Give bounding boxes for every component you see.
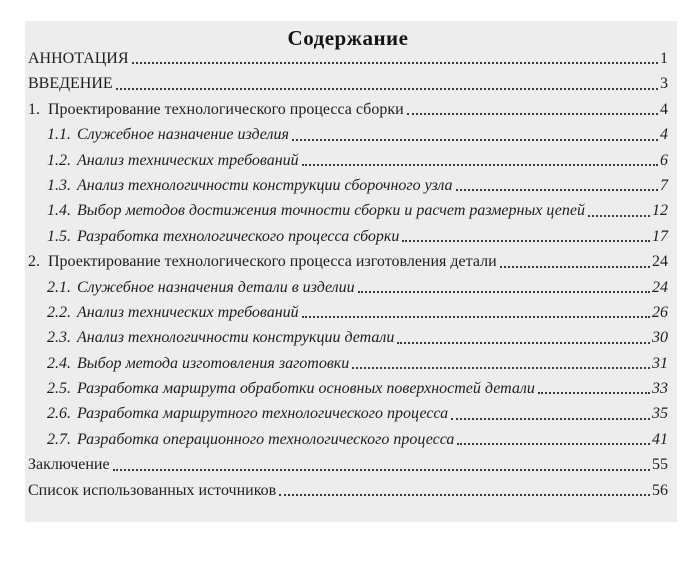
- dot-leader: [456, 189, 658, 191]
- toc-entry-page: 33: [652, 380, 668, 398]
- toc-entry-label: Анализ технических требований: [77, 151, 299, 169]
- toc-list: [28, 46, 668, 503]
- dot-leader: [302, 316, 650, 318]
- toc-entry[interactable]: [28, 97, 668, 122]
- toc-entry-label: Анализ технологичности конструкции детали: [77, 329, 395, 347]
- toc-entry-number: 2.1.: [47, 278, 71, 296]
- toc-entry[interactable]: [47, 148, 668, 173]
- toc-entry-page: 24: [652, 253, 668, 271]
- toc-entry-label: Анализ технологичности конструкции сборочного узла: [77, 176, 453, 194]
- toc-entry-page: 26: [652, 303, 668, 321]
- toc-entry-label: АННОТАЦИЯ: [28, 50, 129, 67]
- dot-leader: [302, 164, 658, 166]
- toc-entry[interactable]: [28, 478, 668, 503]
- toc-entry-page: 24: [652, 278, 668, 296]
- toc-entry[interactable]: [47, 376, 668, 401]
- dot-leader: [500, 266, 650, 268]
- dot-leader: [358, 291, 650, 293]
- toc-entry-page: 55: [652, 456, 668, 474]
- toc-entry-label: Список использованных источников: [28, 481, 277, 499]
- toc-entry[interactable]: [28, 71, 668, 96]
- dot-leader: [407, 113, 658, 115]
- dot-leader: [402, 240, 650, 242]
- toc-entry[interactable]: [28, 249, 668, 274]
- toc-entry-number: 1.5.: [47, 227, 71, 245]
- toc-entry[interactable]: [47, 401, 668, 426]
- toc-entry-page: 56: [652, 481, 668, 499]
- dot-leader: [457, 443, 650, 445]
- toc-entry-page: 6: [660, 151, 668, 169]
- toc-entry[interactable]: [47, 300, 668, 325]
- toc-entry-page: 1: [660, 50, 668, 67]
- toc-entry-label: Проектирование технологического процесса сборки: [48, 100, 404, 118]
- toc-entry-label: Выбор методов достижения точности сборки и расчет размерных цепей: [77, 202, 586, 220]
- toc-entry-page: 7: [660, 176, 668, 194]
- toc-entry-number: 1.1.: [47, 126, 71, 144]
- dot-leader: [116, 88, 658, 90]
- toc-entry[interactable]: [47, 173, 668, 198]
- toc-entry[interactable]: [47, 224, 668, 249]
- toc-entry-label: Разработка маршрутного технологического процесса: [77, 405, 449, 423]
- dot-leader: [113, 469, 650, 471]
- toc-entry-label: Разработка технологического процесса сборки: [77, 227, 400, 245]
- toc-entry-number: 1.3.: [47, 176, 71, 194]
- toc-entry[interactable]: [47, 122, 668, 147]
- toc-entry-label: Выбор метода изготовления заготовки: [77, 354, 350, 372]
- toc-entry-number: 1.2.: [47, 151, 71, 169]
- dot-leader: [292, 139, 658, 141]
- toc-entry-page: 17: [652, 227, 668, 245]
- toc-entry-page: 41: [652, 430, 668, 448]
- toc-entry[interactable]: [47, 325, 668, 350]
- dot-leader: [352, 367, 650, 369]
- toc-entry-page: 4: [660, 126, 668, 144]
- toc-entry-page: 31: [652, 354, 668, 372]
- toc-entry-number: 2.: [28, 253, 40, 271]
- toc-entry-page: 3: [660, 75, 668, 93]
- toc-entry-number: 1.: [28, 100, 40, 118]
- toc-entry-label: Служебное назначение изделия: [77, 126, 289, 144]
- toc-entry-label: Разработка операционного технологического процесса: [77, 430, 455, 448]
- toc-entry[interactable]: [47, 275, 668, 300]
- toc-entry-label: Проектирование технологического процесса изготовления детали: [48, 253, 497, 271]
- toc-entry[interactable]: [28, 452, 668, 477]
- toc-entry-label: Заключение: [28, 456, 110, 474]
- toc-entry-number: 2.6.: [47, 405, 71, 423]
- toc-entry-page: 35: [652, 405, 668, 423]
- toc-entry-label: Служебное назначения детали в изделии: [77, 278, 355, 296]
- document-page: [25, 21, 677, 522]
- dot-leader: [397, 342, 650, 344]
- toc-entry-page: 12: [652, 202, 668, 220]
- toc-entry-number: 2.5.: [47, 380, 71, 398]
- toc-entry-number: 2.4.: [47, 354, 71, 372]
- toc-entry-number: 2.2.: [47, 303, 71, 321]
- toc-entry[interactable]: [47, 351, 668, 376]
- toc-entry-number: 2.3.: [47, 329, 71, 347]
- toc-entry-page: 4: [660, 100, 668, 118]
- toc-title: Содержание: [287, 26, 409, 50]
- toc-entry-number: 2.7.: [47, 430, 71, 448]
- toc-entry-label: ВВЕДЕНИЕ: [28, 75, 113, 93]
- toc-entry-page: 30: [652, 329, 668, 347]
- dot-leader: [538, 392, 650, 394]
- toc-entry-label: Анализ технических требований: [77, 303, 299, 321]
- toc-entry[interactable]: [47, 198, 668, 223]
- dot-leader: [132, 62, 658, 64]
- dot-leader: [588, 215, 650, 217]
- dot-leader: [451, 418, 650, 420]
- toc-entry-number: 1.4.: [47, 202, 71, 220]
- toc-entry-label: Разработка маршрута обработки основных поверхностей детали: [77, 380, 535, 398]
- dot-leader: [279, 494, 650, 496]
- toc-entry[interactable]: [47, 427, 668, 452]
